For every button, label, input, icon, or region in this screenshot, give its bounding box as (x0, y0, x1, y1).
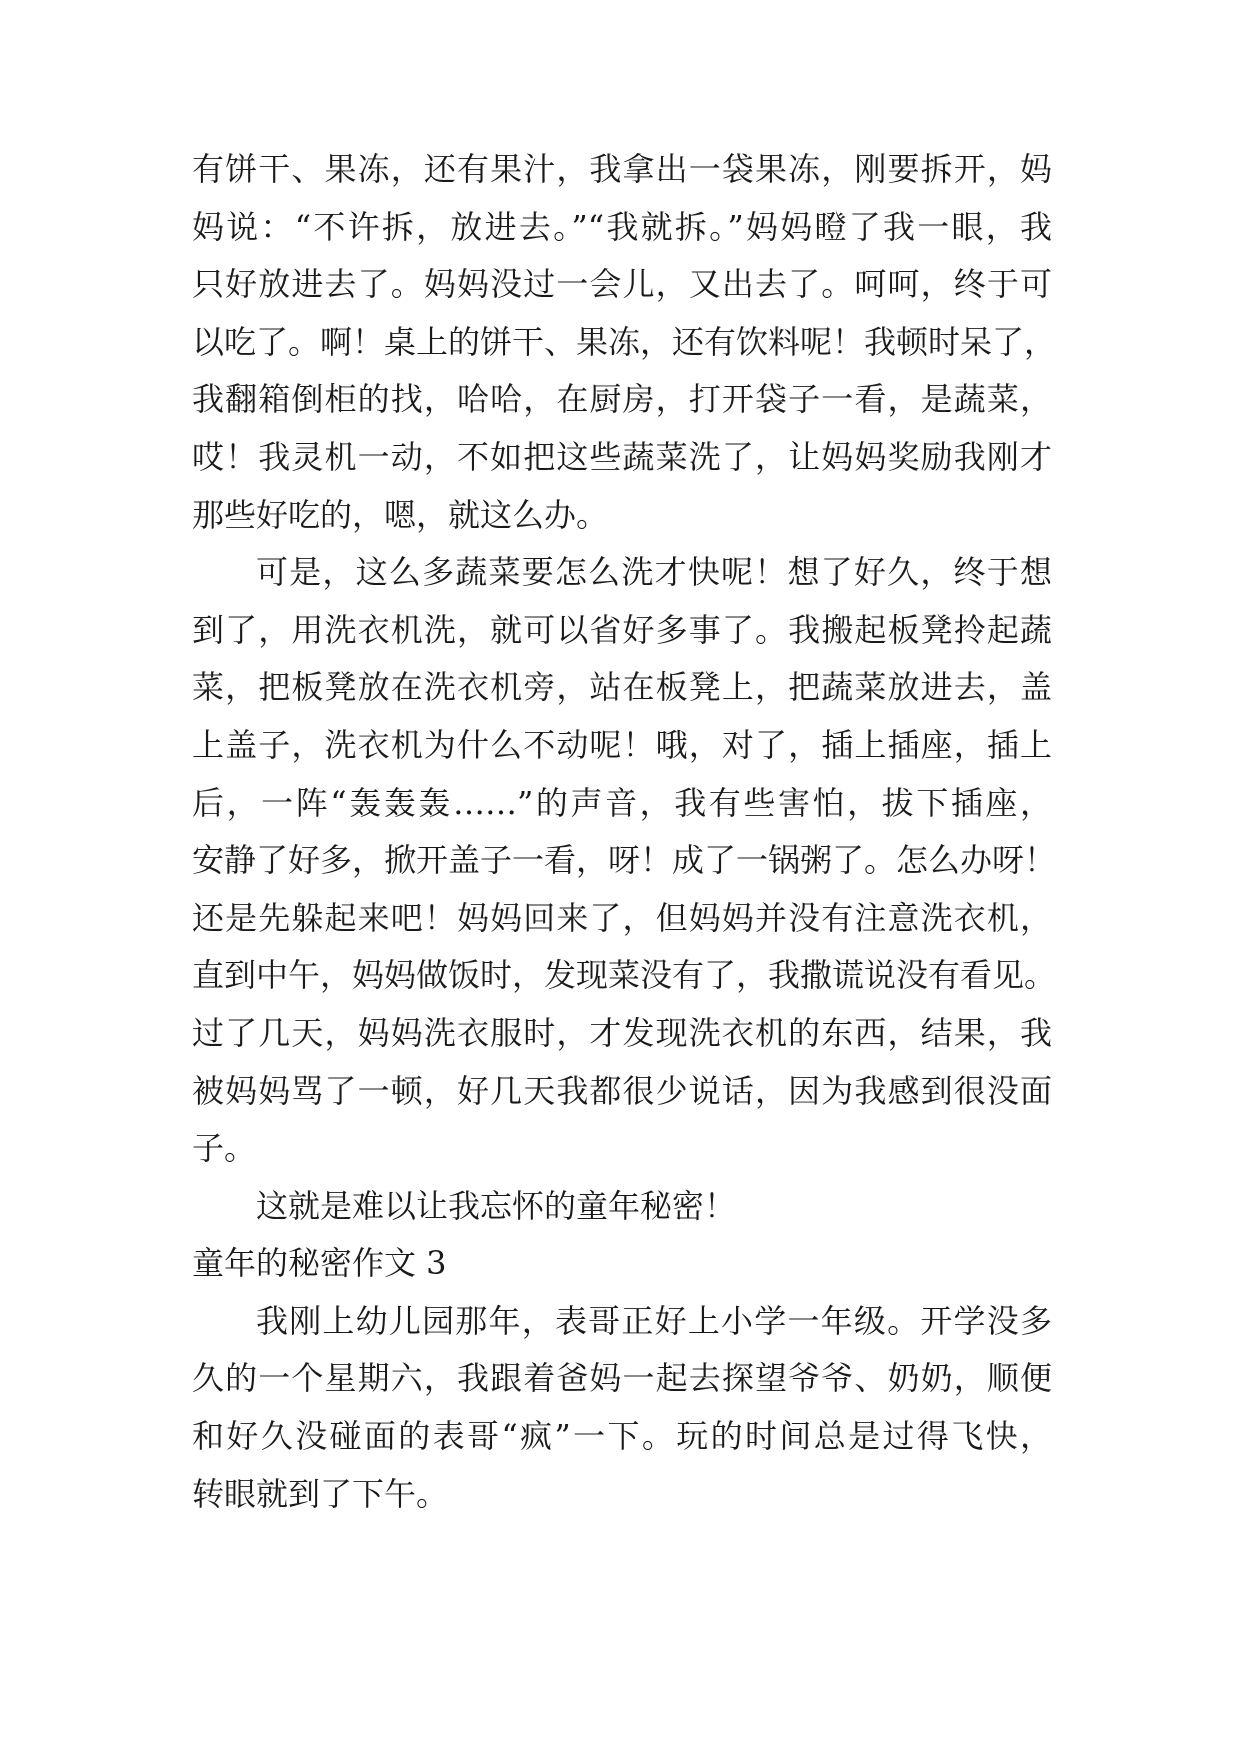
text-line: 上盖子，洗衣机为什么不动呢！哦，对了，插上插座，插上 (192, 725, 1052, 764)
section-heading: 童年的秘密作文 3 (192, 1244, 447, 1283)
text-line: 有饼干、果冻，还有果汁，我拿出一袋果冻，刚要拆开，妈 (192, 150, 1052, 188)
text-line: 可是，这么多蔬菜要怎么洗才快呢！想了好久，终于想 (256, 553, 1052, 592)
text-line: 被妈妈骂了一顿，好几天我都很少说话，因为我感到很没面 (192, 1071, 1052, 1110)
text-line: 转眼就到了下午。 (192, 1474, 449, 1513)
text-line: 安静了好多，掀开盖子一看，呀！成了一锅粥了。怎么办呀！ (192, 841, 1057, 880)
text-line: 我刚上幼儿园那年，表哥正好上小学一年级。开学没多 (256, 1301, 1052, 1340)
paragraph (192, 1178, 1052, 1236)
text-line: 以吃了。啊！桌上的饼干、果冻，还有饮料呢！我顿时呆了， (192, 322, 1057, 361)
text-line: 过了几天，妈妈洗衣服时，才发现洗衣机的东西，结果，我 (192, 1013, 1052, 1052)
text-line: 到了，用洗衣机洗，就可以省好多事了。我搬起板凳拎起蔬 (192, 610, 1052, 649)
text-line: 后，一阵“轰轰轰……”的声音，我有些害怕，拔下插座， (192, 783, 1052, 822)
text-line: 和好久没碰面的表哥“疯”一下。玩的时间总是过得飞快， (192, 1417, 1052, 1456)
text-line: 妈说：“不许拆，放进去。”“我就拆。”妈妈瞪了我一眼，我 (192, 207, 1052, 246)
text-line: 还是先躲起来吧！妈妈回来了，但妈妈并没有注意洗衣机， (192, 898, 1052, 937)
text-line: 这就是难以让我忘怀的童年秘密！ (256, 1186, 737, 1225)
paragraph (192, 544, 1057, 1178)
paragraph-continued (192, 141, 1057, 544)
text-line: 菜，把板凳放在洗衣机旁，站在板凳上，把蔬菜放进去，盖 (192, 668, 1052, 707)
text-line: 直到中午，妈妈做饭时，发现菜没有了，我撒谎说没有看见。 (192, 956, 1057, 995)
text-line: 久的一个星期六，我跟着爸妈一起去探望爷爷、奶奶，顺便 (192, 1359, 1052, 1398)
text-line: 只好放进去了。妈妈没过一会儿，又出去了。呵呵，终于可 (192, 265, 1052, 304)
text-line: 子。 (192, 1129, 257, 1168)
document-body (192, 141, 1057, 1523)
paragraph (192, 1293, 1052, 1523)
text-line: 我翻箱倒柜的找，哈哈，在厨房，打开袋子一看，是蔬菜， (192, 380, 1052, 419)
text-line: 那些好吃的，嗯，就这么办。 (192, 495, 609, 534)
text-line: 哎！我灵机一动，不如把这些蔬菜洗了，让妈妈奖励我刚才 (192, 437, 1052, 476)
